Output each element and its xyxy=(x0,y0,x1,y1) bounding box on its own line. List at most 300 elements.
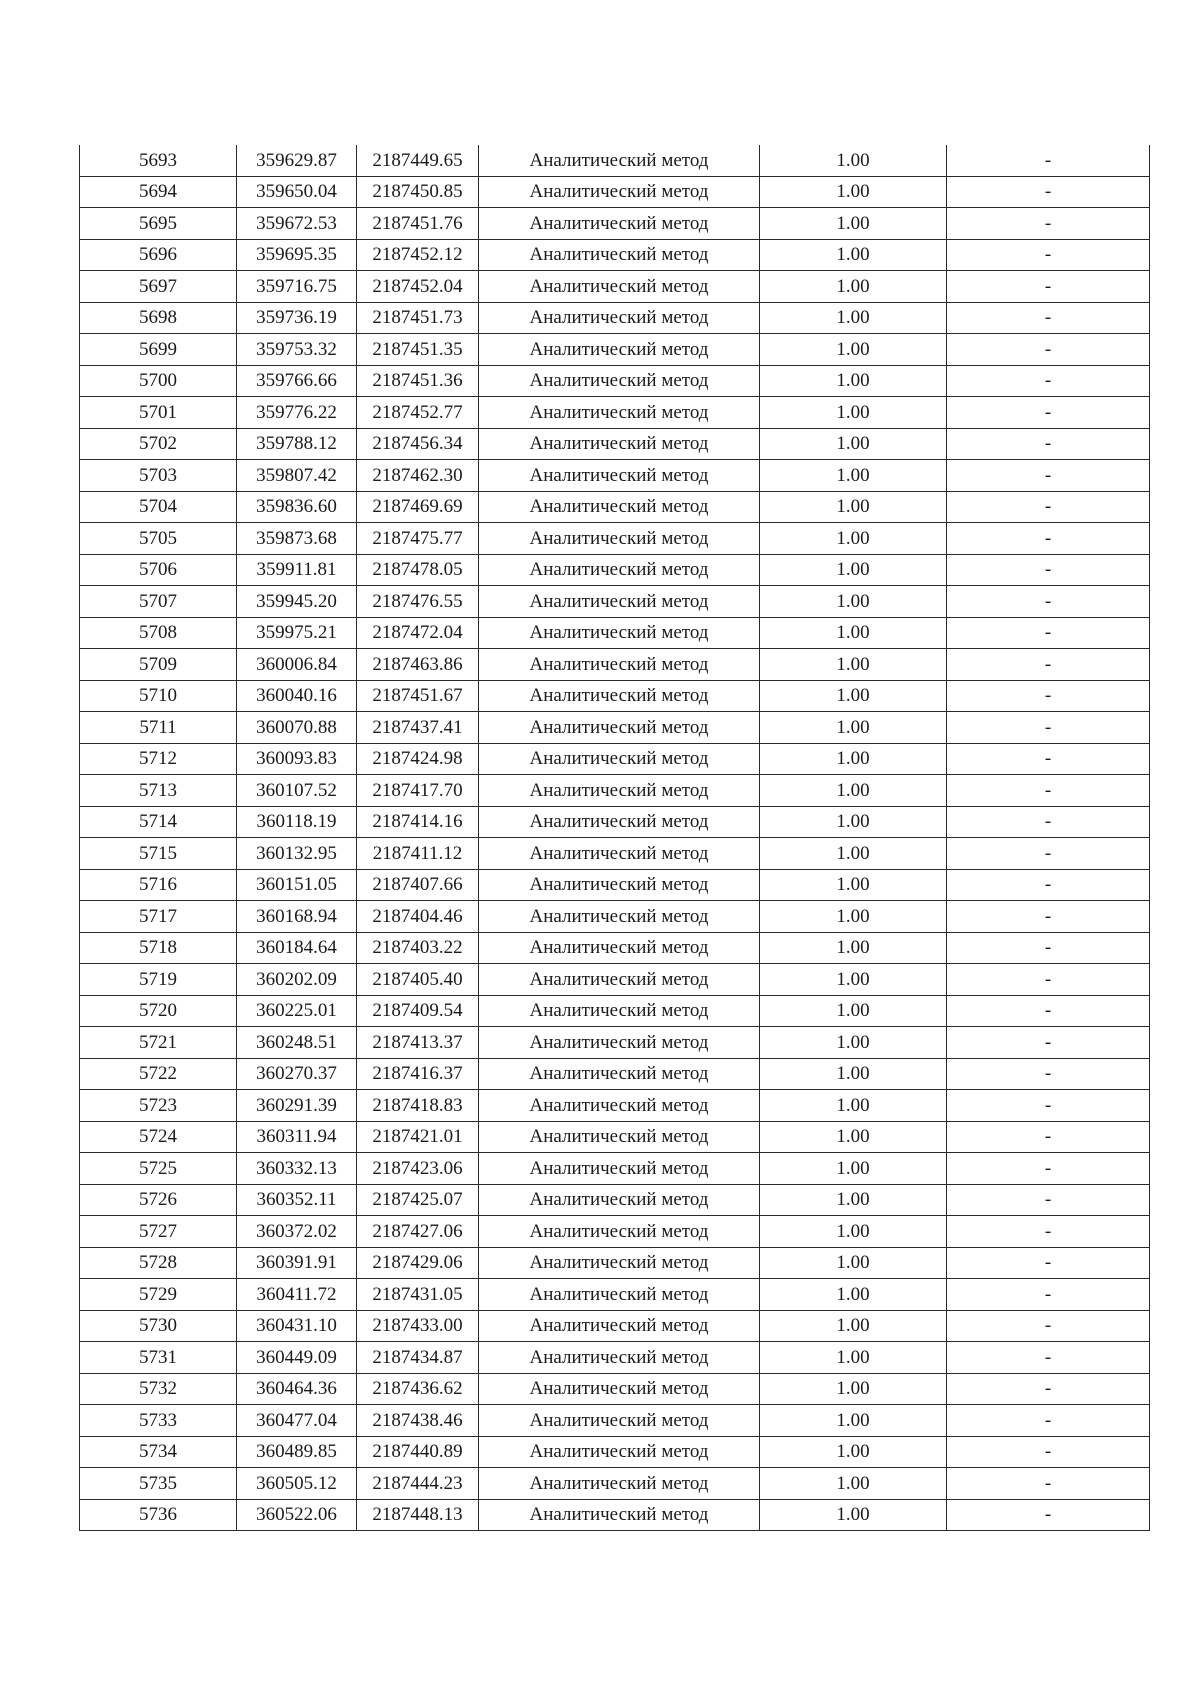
y-coordinate-cell: 2187452.04 xyxy=(357,271,479,303)
y-coordinate-cell: 2187437.41 xyxy=(357,712,479,744)
y-coordinate-cell: 2187404.46 xyxy=(357,901,479,933)
y-coordinate-cell: 2187452.12 xyxy=(357,239,479,271)
point-number-cell: 5728 xyxy=(80,1247,237,1279)
accuracy-cell: 1.00 xyxy=(760,1405,947,1437)
accuracy-cell: 1.00 xyxy=(760,1373,947,1405)
table-row xyxy=(80,239,1150,271)
point-number-cell: 5701 xyxy=(80,397,237,429)
point-number-cell: 5705 xyxy=(80,523,237,555)
x-coordinate-cell: 360372.02 xyxy=(237,1216,357,1248)
description-cell: - xyxy=(947,491,1150,523)
accuracy-cell: 1.00 xyxy=(760,1153,947,1185)
description-cell: - xyxy=(947,1310,1150,1342)
accuracy-cell: 1.00 xyxy=(760,869,947,901)
accuracy-cell: 1.00 xyxy=(760,491,947,523)
table-row xyxy=(80,271,1150,303)
table-row xyxy=(80,176,1150,208)
x-coordinate-cell: 360352.11 xyxy=(237,1184,357,1216)
y-coordinate-cell: 2187429.06 xyxy=(357,1247,479,1279)
description-cell: - xyxy=(947,838,1150,870)
description-cell: - xyxy=(947,901,1150,933)
x-coordinate-cell: 359736.19 xyxy=(237,302,357,334)
coordinates-table xyxy=(79,145,1150,1531)
description-cell: - xyxy=(947,1247,1150,1279)
x-coordinate-cell: 360449.09 xyxy=(237,1342,357,1374)
point-number-cell: 5736 xyxy=(80,1499,237,1531)
description-cell: - xyxy=(947,428,1150,460)
table-row xyxy=(80,1405,1150,1437)
method-cell: Аналитический метод xyxy=(479,1184,760,1216)
method-cell: Аналитический метод xyxy=(479,145,760,176)
description-cell: - xyxy=(947,176,1150,208)
accuracy-cell: 1.00 xyxy=(760,649,947,681)
description-cell: - xyxy=(947,617,1150,649)
x-coordinate-cell: 359776.22 xyxy=(237,397,357,429)
y-coordinate-cell: 2187472.04 xyxy=(357,617,479,649)
accuracy-cell: 1.00 xyxy=(760,901,947,933)
point-number-cell: 5722 xyxy=(80,1058,237,1090)
table-row xyxy=(80,1279,1150,1311)
y-coordinate-cell: 2187438.46 xyxy=(357,1405,479,1437)
point-number-cell: 5730 xyxy=(80,1310,237,1342)
y-coordinate-cell: 2187449.65 xyxy=(357,145,479,176)
y-coordinate-cell: 2187462.30 xyxy=(357,460,479,492)
description-cell: - xyxy=(947,1153,1150,1185)
description-cell: - xyxy=(947,365,1150,397)
accuracy-cell: 1.00 xyxy=(760,397,947,429)
accuracy-cell: 1.00 xyxy=(760,1247,947,1279)
y-coordinate-cell: 2187407.66 xyxy=(357,869,479,901)
description-cell: - xyxy=(947,932,1150,964)
point-number-cell: 5735 xyxy=(80,1468,237,1500)
accuracy-cell: 1.00 xyxy=(760,554,947,586)
method-cell: Аналитический метод xyxy=(479,460,760,492)
accuracy-cell: 1.00 xyxy=(760,176,947,208)
description-cell: - xyxy=(947,1499,1150,1531)
method-cell: Аналитический метод xyxy=(479,1247,760,1279)
method-cell: Аналитический метод xyxy=(479,680,760,712)
y-coordinate-cell: 2187436.62 xyxy=(357,1373,479,1405)
x-coordinate-cell: 360093.83 xyxy=(237,743,357,775)
table-row xyxy=(80,586,1150,618)
method-cell: Аналитический метод xyxy=(479,1279,760,1311)
point-number-cell: 5703 xyxy=(80,460,237,492)
x-coordinate-cell: 360040.16 xyxy=(237,680,357,712)
table-row xyxy=(80,334,1150,366)
x-coordinate-cell: 359788.12 xyxy=(237,428,357,460)
description-cell: - xyxy=(947,806,1150,838)
x-coordinate-cell: 360291.39 xyxy=(237,1090,357,1122)
x-coordinate-cell: 359836.60 xyxy=(237,491,357,523)
method-cell: Аналитический метод xyxy=(479,491,760,523)
accuracy-cell: 1.00 xyxy=(760,964,947,996)
method-cell: Аналитический метод xyxy=(479,428,760,460)
table-row xyxy=(80,1153,1150,1185)
table-row xyxy=(80,1247,1150,1279)
point-number-cell: 5700 xyxy=(80,365,237,397)
method-cell: Аналитический метод xyxy=(479,712,760,744)
description-cell: - xyxy=(947,712,1150,744)
x-coordinate-cell: 359945.20 xyxy=(237,586,357,618)
description-cell: - xyxy=(947,869,1150,901)
table-row xyxy=(80,743,1150,775)
accuracy-cell: 1.00 xyxy=(760,1279,947,1311)
y-coordinate-cell: 2187413.37 xyxy=(357,1027,479,1059)
description-cell: - xyxy=(947,775,1150,807)
method-cell: Аналитический метод xyxy=(479,1058,760,1090)
method-cell: Аналитический метод xyxy=(479,271,760,303)
x-coordinate-cell: 360522.06 xyxy=(237,1499,357,1531)
description-cell: - xyxy=(947,1216,1150,1248)
method-cell: Аналитический метод xyxy=(479,302,760,334)
y-coordinate-cell: 2187414.16 xyxy=(357,806,479,838)
coordinates-table-body xyxy=(80,145,1150,1531)
table-row xyxy=(80,901,1150,933)
accuracy-cell: 1.00 xyxy=(760,1342,947,1374)
y-coordinate-cell: 2187424.98 xyxy=(357,743,479,775)
table-row xyxy=(80,208,1150,240)
accuracy-cell: 1.00 xyxy=(760,617,947,649)
method-cell: Аналитический метод xyxy=(479,617,760,649)
accuracy-cell: 1.00 xyxy=(760,1121,947,1153)
accuracy-cell: 1.00 xyxy=(760,1310,947,1342)
y-coordinate-cell: 2187409.54 xyxy=(357,995,479,1027)
table-row xyxy=(80,1216,1150,1248)
accuracy-cell: 1.00 xyxy=(760,1027,947,1059)
table-row xyxy=(80,1310,1150,1342)
description-cell: - xyxy=(947,1184,1150,1216)
y-coordinate-cell: 2187421.01 xyxy=(357,1121,479,1153)
method-cell: Аналитический метод xyxy=(479,1405,760,1437)
method-cell: Аналитический метод xyxy=(479,586,760,618)
method-cell: Аналитический метод xyxy=(479,869,760,901)
accuracy-cell: 1.00 xyxy=(760,523,947,555)
table-row xyxy=(80,1436,1150,1468)
x-coordinate-cell: 360151.05 xyxy=(237,869,357,901)
method-cell: Аналитический метод xyxy=(479,932,760,964)
description-cell: - xyxy=(947,1373,1150,1405)
accuracy-cell: 1.00 xyxy=(760,365,947,397)
y-coordinate-cell: 2187451.73 xyxy=(357,302,479,334)
point-number-cell: 5723 xyxy=(80,1090,237,1122)
description-cell: - xyxy=(947,1121,1150,1153)
accuracy-cell: 1.00 xyxy=(760,743,947,775)
table-row xyxy=(80,1090,1150,1122)
description-cell: - xyxy=(947,649,1150,681)
point-number-cell: 5712 xyxy=(80,743,237,775)
table-row xyxy=(80,523,1150,555)
method-cell: Аналитический метод xyxy=(479,1468,760,1500)
description-cell: - xyxy=(947,680,1150,712)
accuracy-cell: 1.00 xyxy=(760,712,947,744)
accuracy-cell: 1.00 xyxy=(760,145,947,176)
x-coordinate-cell: 360184.64 xyxy=(237,932,357,964)
point-number-cell: 5711 xyxy=(80,712,237,744)
description-cell: - xyxy=(947,554,1150,586)
accuracy-cell: 1.00 xyxy=(760,680,947,712)
point-number-cell: 5729 xyxy=(80,1279,237,1311)
x-coordinate-cell: 360477.04 xyxy=(237,1405,357,1437)
accuracy-cell: 1.00 xyxy=(760,302,947,334)
method-cell: Аналитический метод xyxy=(479,775,760,807)
x-coordinate-cell: 360391.91 xyxy=(237,1247,357,1279)
x-coordinate-cell: 360431.10 xyxy=(237,1310,357,1342)
description-cell: - xyxy=(947,239,1150,271)
y-coordinate-cell: 2187433.00 xyxy=(357,1310,479,1342)
method-cell: Аналитический метод xyxy=(479,1090,760,1122)
point-number-cell: 5696 xyxy=(80,239,237,271)
y-coordinate-cell: 2187451.35 xyxy=(357,334,479,366)
y-coordinate-cell: 2187456.34 xyxy=(357,428,479,460)
y-coordinate-cell: 2187478.05 xyxy=(357,554,479,586)
table-row xyxy=(80,680,1150,712)
description-cell: - xyxy=(947,1027,1150,1059)
accuracy-cell: 1.00 xyxy=(760,1216,947,1248)
method-cell: Аналитический метод xyxy=(479,901,760,933)
description-cell: - xyxy=(947,460,1150,492)
accuracy-cell: 1.00 xyxy=(760,1468,947,1500)
method-cell: Аналитический метод xyxy=(479,1499,760,1531)
description-cell: - xyxy=(947,302,1150,334)
method-cell: Аналитический метод xyxy=(479,554,760,586)
point-number-cell: 5704 xyxy=(80,491,237,523)
description-cell: - xyxy=(947,1436,1150,1468)
x-coordinate-cell: 360505.12 xyxy=(237,1468,357,1500)
table-row xyxy=(80,617,1150,649)
accuracy-cell: 1.00 xyxy=(760,932,947,964)
method-cell: Аналитический метод xyxy=(479,995,760,1027)
y-coordinate-cell: 2187427.06 xyxy=(357,1216,479,1248)
x-coordinate-cell: 360464.36 xyxy=(237,1373,357,1405)
method-cell: Аналитический метод xyxy=(479,334,760,366)
table-row xyxy=(80,1373,1150,1405)
accuracy-cell: 1.00 xyxy=(760,1436,947,1468)
description-cell: - xyxy=(947,995,1150,1027)
x-coordinate-cell: 360202.09 xyxy=(237,964,357,996)
point-number-cell: 5718 xyxy=(80,932,237,964)
point-number-cell: 5727 xyxy=(80,1216,237,1248)
point-number-cell: 5725 xyxy=(80,1153,237,1185)
table-row xyxy=(80,838,1150,870)
table-row xyxy=(80,460,1150,492)
point-number-cell: 5706 xyxy=(80,554,237,586)
table-row xyxy=(80,995,1150,1027)
point-number-cell: 5699 xyxy=(80,334,237,366)
y-coordinate-cell: 2187451.36 xyxy=(357,365,479,397)
table-row xyxy=(80,491,1150,523)
point-number-cell: 5732 xyxy=(80,1373,237,1405)
x-coordinate-cell: 360107.52 xyxy=(237,775,357,807)
x-coordinate-cell: 359873.68 xyxy=(237,523,357,555)
method-cell: Аналитический метод xyxy=(479,1373,760,1405)
method-cell: Аналитический метод xyxy=(479,397,760,429)
x-coordinate-cell: 359975.21 xyxy=(237,617,357,649)
point-number-cell: 5708 xyxy=(80,617,237,649)
description-cell: - xyxy=(947,397,1150,429)
point-number-cell: 5707 xyxy=(80,586,237,618)
y-coordinate-cell: 2187450.85 xyxy=(357,176,479,208)
y-coordinate-cell: 2187469.69 xyxy=(357,491,479,523)
table-row xyxy=(80,554,1150,586)
point-number-cell: 5693 xyxy=(80,145,237,176)
y-coordinate-cell: 2187448.13 xyxy=(357,1499,479,1531)
method-cell: Аналитический метод xyxy=(479,239,760,271)
point-number-cell: 5710 xyxy=(80,680,237,712)
description-cell: - xyxy=(947,586,1150,618)
table-row xyxy=(80,1499,1150,1531)
x-coordinate-cell: 359807.42 xyxy=(237,460,357,492)
point-number-cell: 5719 xyxy=(80,964,237,996)
point-number-cell: 5724 xyxy=(80,1121,237,1153)
method-cell: Аналитический метод xyxy=(479,964,760,996)
y-coordinate-cell: 2187440.89 xyxy=(357,1436,479,1468)
y-coordinate-cell: 2187418.83 xyxy=(357,1090,479,1122)
table-row xyxy=(80,1184,1150,1216)
table-row xyxy=(80,1468,1150,1500)
description-cell: - xyxy=(947,1090,1150,1122)
description-cell: - xyxy=(947,208,1150,240)
description-cell: - xyxy=(947,523,1150,555)
description-cell: - xyxy=(947,145,1150,176)
method-cell: Аналитический метод xyxy=(479,1121,760,1153)
point-number-cell: 5709 xyxy=(80,649,237,681)
method-cell: Аналитический метод xyxy=(479,1216,760,1248)
point-number-cell: 5734 xyxy=(80,1436,237,1468)
point-number-cell: 5726 xyxy=(80,1184,237,1216)
table-row xyxy=(80,397,1150,429)
y-coordinate-cell: 2187417.70 xyxy=(357,775,479,807)
table-row xyxy=(80,712,1150,744)
method-cell: Аналитический метод xyxy=(479,1342,760,1374)
description-cell: - xyxy=(947,1342,1150,1374)
accuracy-cell: 1.00 xyxy=(760,428,947,460)
table-row xyxy=(80,145,1150,176)
description-cell: - xyxy=(947,743,1150,775)
table-row xyxy=(80,1342,1150,1374)
x-coordinate-cell: 360270.37 xyxy=(237,1058,357,1090)
table-row xyxy=(80,869,1150,901)
accuracy-cell: 1.00 xyxy=(760,460,947,492)
x-coordinate-cell: 359753.32 xyxy=(237,334,357,366)
method-cell: Аналитический метод xyxy=(479,1027,760,1059)
accuracy-cell: 1.00 xyxy=(760,271,947,303)
y-coordinate-cell: 2187444.23 xyxy=(357,1468,479,1500)
point-number-cell: 5697 xyxy=(80,271,237,303)
x-coordinate-cell: 360311.94 xyxy=(237,1121,357,1153)
y-coordinate-cell: 2187475.77 xyxy=(357,523,479,555)
x-coordinate-cell: 360070.88 xyxy=(237,712,357,744)
description-cell: - xyxy=(947,1058,1150,1090)
point-number-cell: 5731 xyxy=(80,1342,237,1374)
point-number-cell: 5721 xyxy=(80,1027,237,1059)
method-cell: Аналитический метод xyxy=(479,176,760,208)
point-number-cell: 5717 xyxy=(80,901,237,933)
table-row xyxy=(80,932,1150,964)
table-row xyxy=(80,428,1150,460)
point-number-cell: 5720 xyxy=(80,995,237,1027)
x-coordinate-cell: 360225.01 xyxy=(237,995,357,1027)
y-coordinate-cell: 2187425.07 xyxy=(357,1184,479,1216)
accuracy-cell: 1.00 xyxy=(760,586,947,618)
x-coordinate-cell: 360248.51 xyxy=(237,1027,357,1059)
x-coordinate-cell: 359766.66 xyxy=(237,365,357,397)
description-cell: - xyxy=(947,1405,1150,1437)
accuracy-cell: 1.00 xyxy=(760,995,947,1027)
point-number-cell: 5713 xyxy=(80,775,237,807)
point-number-cell: 5733 xyxy=(80,1405,237,1437)
x-coordinate-cell: 360118.19 xyxy=(237,806,357,838)
table-row xyxy=(80,1121,1150,1153)
description-cell: - xyxy=(947,271,1150,303)
description-cell: - xyxy=(947,1468,1150,1500)
description-cell: - xyxy=(947,964,1150,996)
accuracy-cell: 1.00 xyxy=(760,239,947,271)
x-coordinate-cell: 360168.94 xyxy=(237,901,357,933)
table-row xyxy=(80,806,1150,838)
point-number-cell: 5694 xyxy=(80,176,237,208)
method-cell: Аналитический метод xyxy=(479,1310,760,1342)
y-coordinate-cell: 2187476.55 xyxy=(357,586,479,618)
y-coordinate-cell: 2187451.76 xyxy=(357,208,479,240)
method-cell: Аналитический метод xyxy=(479,649,760,681)
x-coordinate-cell: 360411.72 xyxy=(237,1279,357,1311)
x-coordinate-cell: 360006.84 xyxy=(237,649,357,681)
table-row xyxy=(80,775,1150,807)
point-number-cell: 5715 xyxy=(80,838,237,870)
method-cell: Аналитический метод xyxy=(479,365,760,397)
point-number-cell: 5698 xyxy=(80,302,237,334)
method-cell: Аналитический метод xyxy=(479,743,760,775)
accuracy-cell: 1.00 xyxy=(760,806,947,838)
description-cell: - xyxy=(947,1279,1150,1311)
table-row xyxy=(80,649,1150,681)
accuracy-cell: 1.00 xyxy=(760,1090,947,1122)
y-coordinate-cell: 2187423.06 xyxy=(357,1153,479,1185)
y-coordinate-cell: 2187431.05 xyxy=(357,1279,479,1311)
table-row xyxy=(80,964,1150,996)
method-cell: Аналитический метод xyxy=(479,838,760,870)
x-coordinate-cell: 360332.13 xyxy=(237,1153,357,1185)
x-coordinate-cell: 359695.35 xyxy=(237,239,357,271)
y-coordinate-cell: 2187416.37 xyxy=(357,1058,479,1090)
accuracy-cell: 1.00 xyxy=(760,1499,947,1531)
point-number-cell: 5714 xyxy=(80,806,237,838)
x-coordinate-cell: 359629.87 xyxy=(237,145,357,176)
point-number-cell: 5702 xyxy=(80,428,237,460)
accuracy-cell: 1.00 xyxy=(760,208,947,240)
method-cell: Аналитический метод xyxy=(479,208,760,240)
x-coordinate-cell: 359650.04 xyxy=(237,176,357,208)
table-row xyxy=(80,302,1150,334)
x-coordinate-cell: 360132.95 xyxy=(237,838,357,870)
accuracy-cell: 1.00 xyxy=(760,1058,947,1090)
accuracy-cell: 1.00 xyxy=(760,775,947,807)
table-row xyxy=(80,365,1150,397)
x-coordinate-cell: 360489.85 xyxy=(237,1436,357,1468)
y-coordinate-cell: 2187411.12 xyxy=(357,838,479,870)
method-cell: Аналитический метод xyxy=(479,523,760,555)
accuracy-cell: 1.00 xyxy=(760,1184,947,1216)
y-coordinate-cell: 2187452.77 xyxy=(357,397,479,429)
method-cell: Аналитический метод xyxy=(479,1153,760,1185)
y-coordinate-cell: 2187403.22 xyxy=(357,932,479,964)
method-cell: Аналитический метод xyxy=(479,806,760,838)
x-coordinate-cell: 359672.53 xyxy=(237,208,357,240)
y-coordinate-cell: 2187463.86 xyxy=(357,649,479,681)
table-row xyxy=(80,1058,1150,1090)
method-cell: Аналитический метод xyxy=(479,1436,760,1468)
y-coordinate-cell: 2187405.40 xyxy=(357,964,479,996)
